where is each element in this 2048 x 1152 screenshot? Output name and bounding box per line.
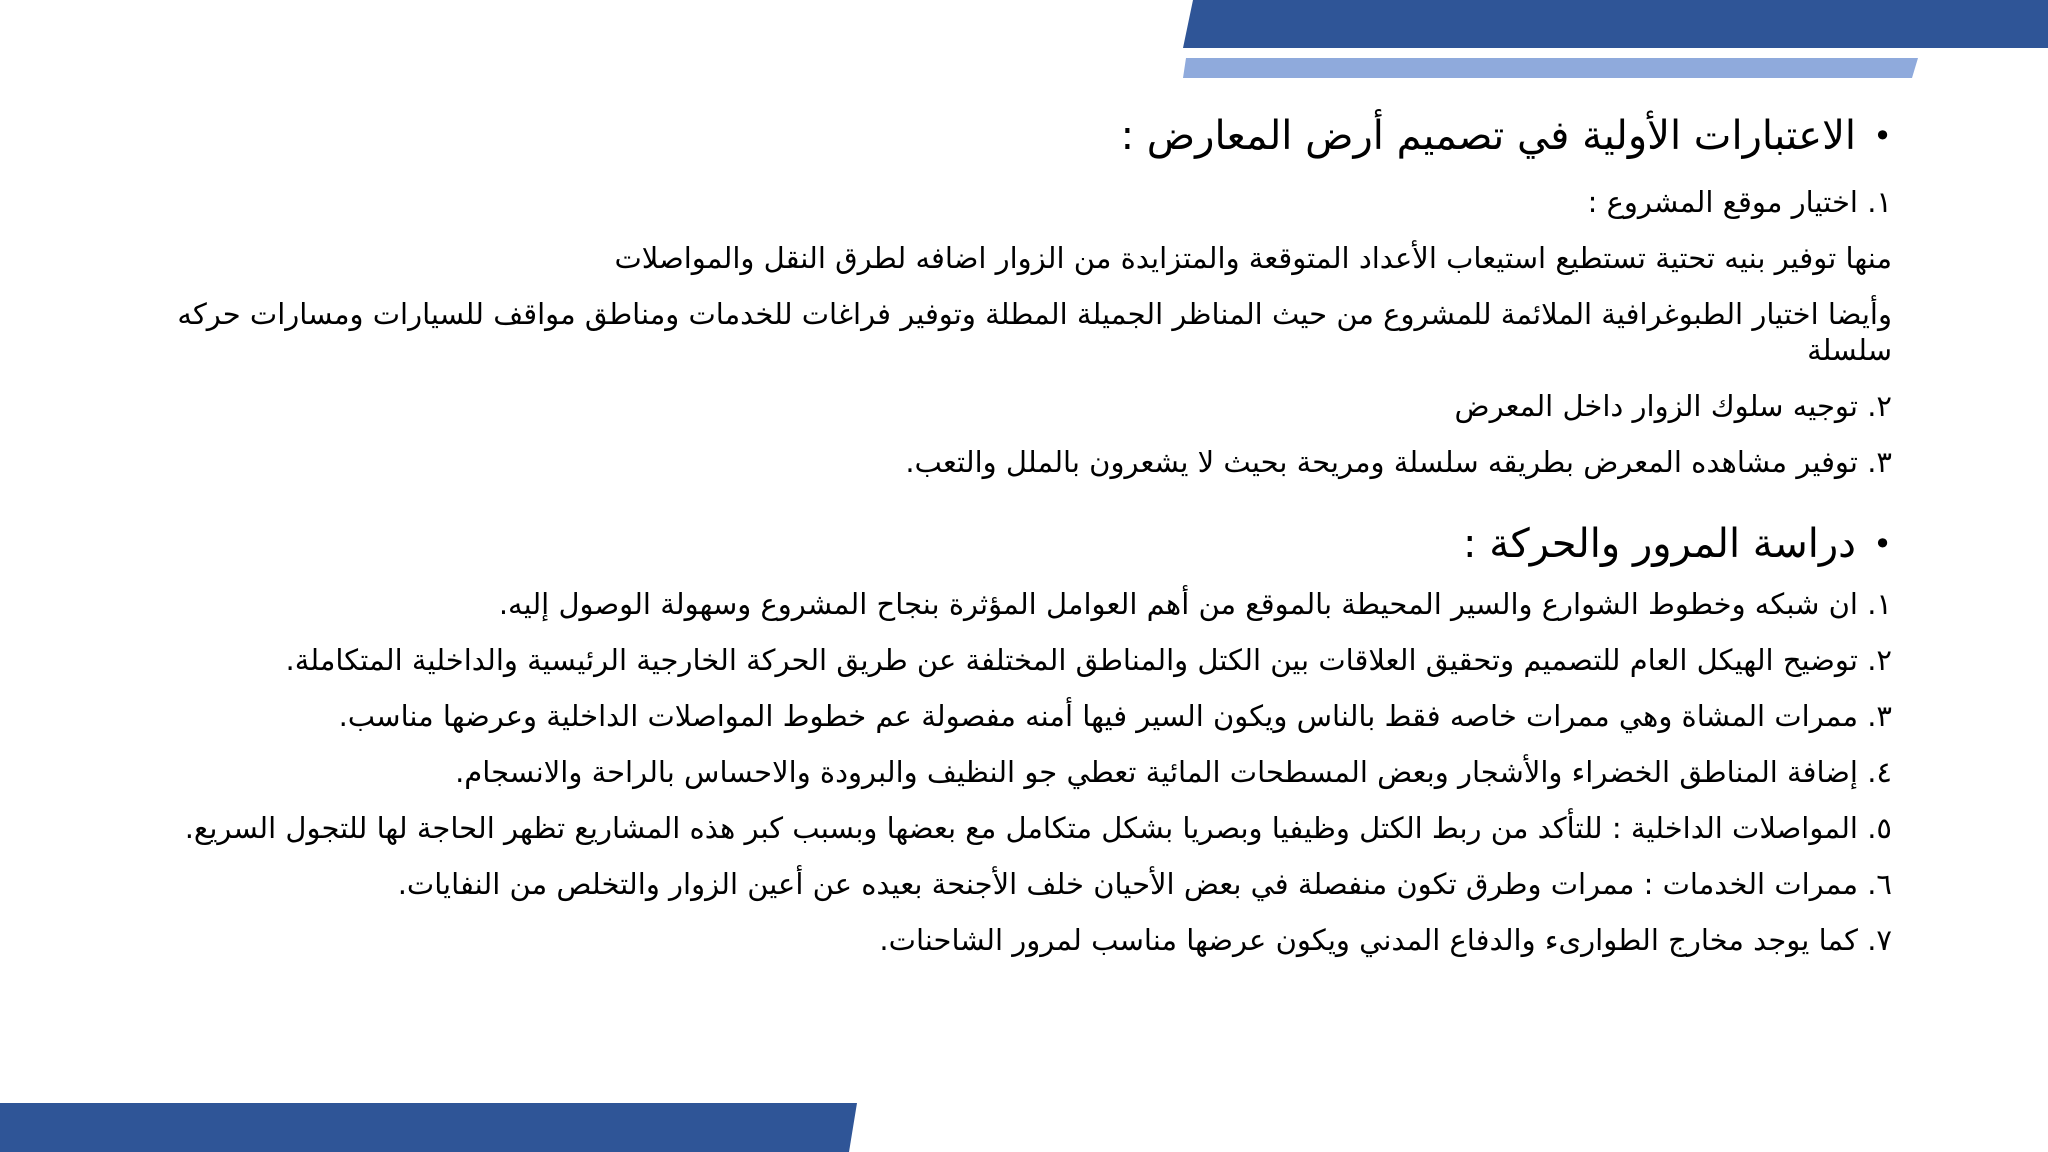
- top-accent-stripe: [1183, 58, 1918, 78]
- list-item: ٧. كما يوجد مخارج الطوارىء والدفاع المدني ويكون عرضها مناسب لمرور الشاحنات.: [879, 923, 1892, 957]
- list-item: ١. اختيار موقع المشروع :: [1587, 185, 1892, 219]
- section-heading-initial-considerations: [132, 108, 1892, 164]
- list-item: ٢. توضيح الهيكل العام للتصميم وتحقيق العلاقات بين الكتل والمناطق المختلفة عن طريق الحركة الخارجية الرئيسية والداخلية المتكاملة.: [285, 643, 1892, 677]
- bullet-icon: •: [1873, 117, 1892, 155]
- traffic-study-list: [132, 586, 1892, 958]
- list-item: ١. ان شبكه وخطوط الشوارع والسير المحيطة بالموقع من أهم العوامل المؤثرة بنجاح المشروع وسهولة الوصول إليه.: [498, 587, 1892, 621]
- list-item: ٣. ممرات المشاة وهي ممرات خاصه فقط بالناس ويكون السير فيها أمنه مفصولة عم خطوط المواصلات الداخلية وعرضها مناسب.: [338, 699, 1892, 733]
- slide-content: [132, 108, 1892, 978]
- list-item: وأيضا اختيار الطبوغرافية الملائمة للمشروع من حيث المناظر الجميلة المطلة وتوفير فراغات للخدمات ومناطق مواقف للسيارات ومسارات حركه سلسلة: [177, 297, 1892, 367]
- list-item: ٣. توفير مشاهده المعرض بطريقه سلسلة ومريحة بحيث لا يشعرون بالملل والتعب.: [905, 445, 1892, 479]
- list-item: ٦. ممرات الخدمات : ممرات وطرق تكون منفصلة في بعض الأحيان خلف الأجنحة بعيده عن أعين الزوار والتخلص من النفايات.: [397, 867, 1892, 901]
- bottom-accent-bar: [0, 1103, 857, 1152]
- list-item: ٤. إضافة المناطق الخضراء والأشجار وبعض المسطحات المائية تعطي جو النظيف والبرودة والاحساس بالراحة والانسجام.: [455, 755, 1892, 789]
- section-heading-text: دراسة المرور والحركة :: [1463, 521, 1856, 567]
- list-item: منها توفير بنيه تحتية تستطيع استيعاب الأعداد المتوقعة والمتزايدة من الزوار اضافه لطرق النقل والمواصلات: [614, 241, 1892, 275]
- bullet-icon: •: [1873, 525, 1892, 563]
- list-item: ٥. المواصلات الداخلية : للتأكد من ربط الكتل وظيفيا وبصريا بشكل متكامل مع بعضها وبسبب كبر هذه المشاريع تظهر الحاجة لها للتجول السريع.: [184, 811, 1892, 845]
- top-accent-bar: [1183, 0, 2048, 48]
- initial-considerations-list: [132, 184, 1892, 480]
- section-heading-traffic-study: [132, 516, 1892, 572]
- list-item: ٢. توجيه سلوك الزوار داخل المعرض: [1454, 389, 1892, 423]
- section-heading-text: الاعتبارات الأولية في تصميم أرض المعارض :: [1120, 113, 1856, 159]
